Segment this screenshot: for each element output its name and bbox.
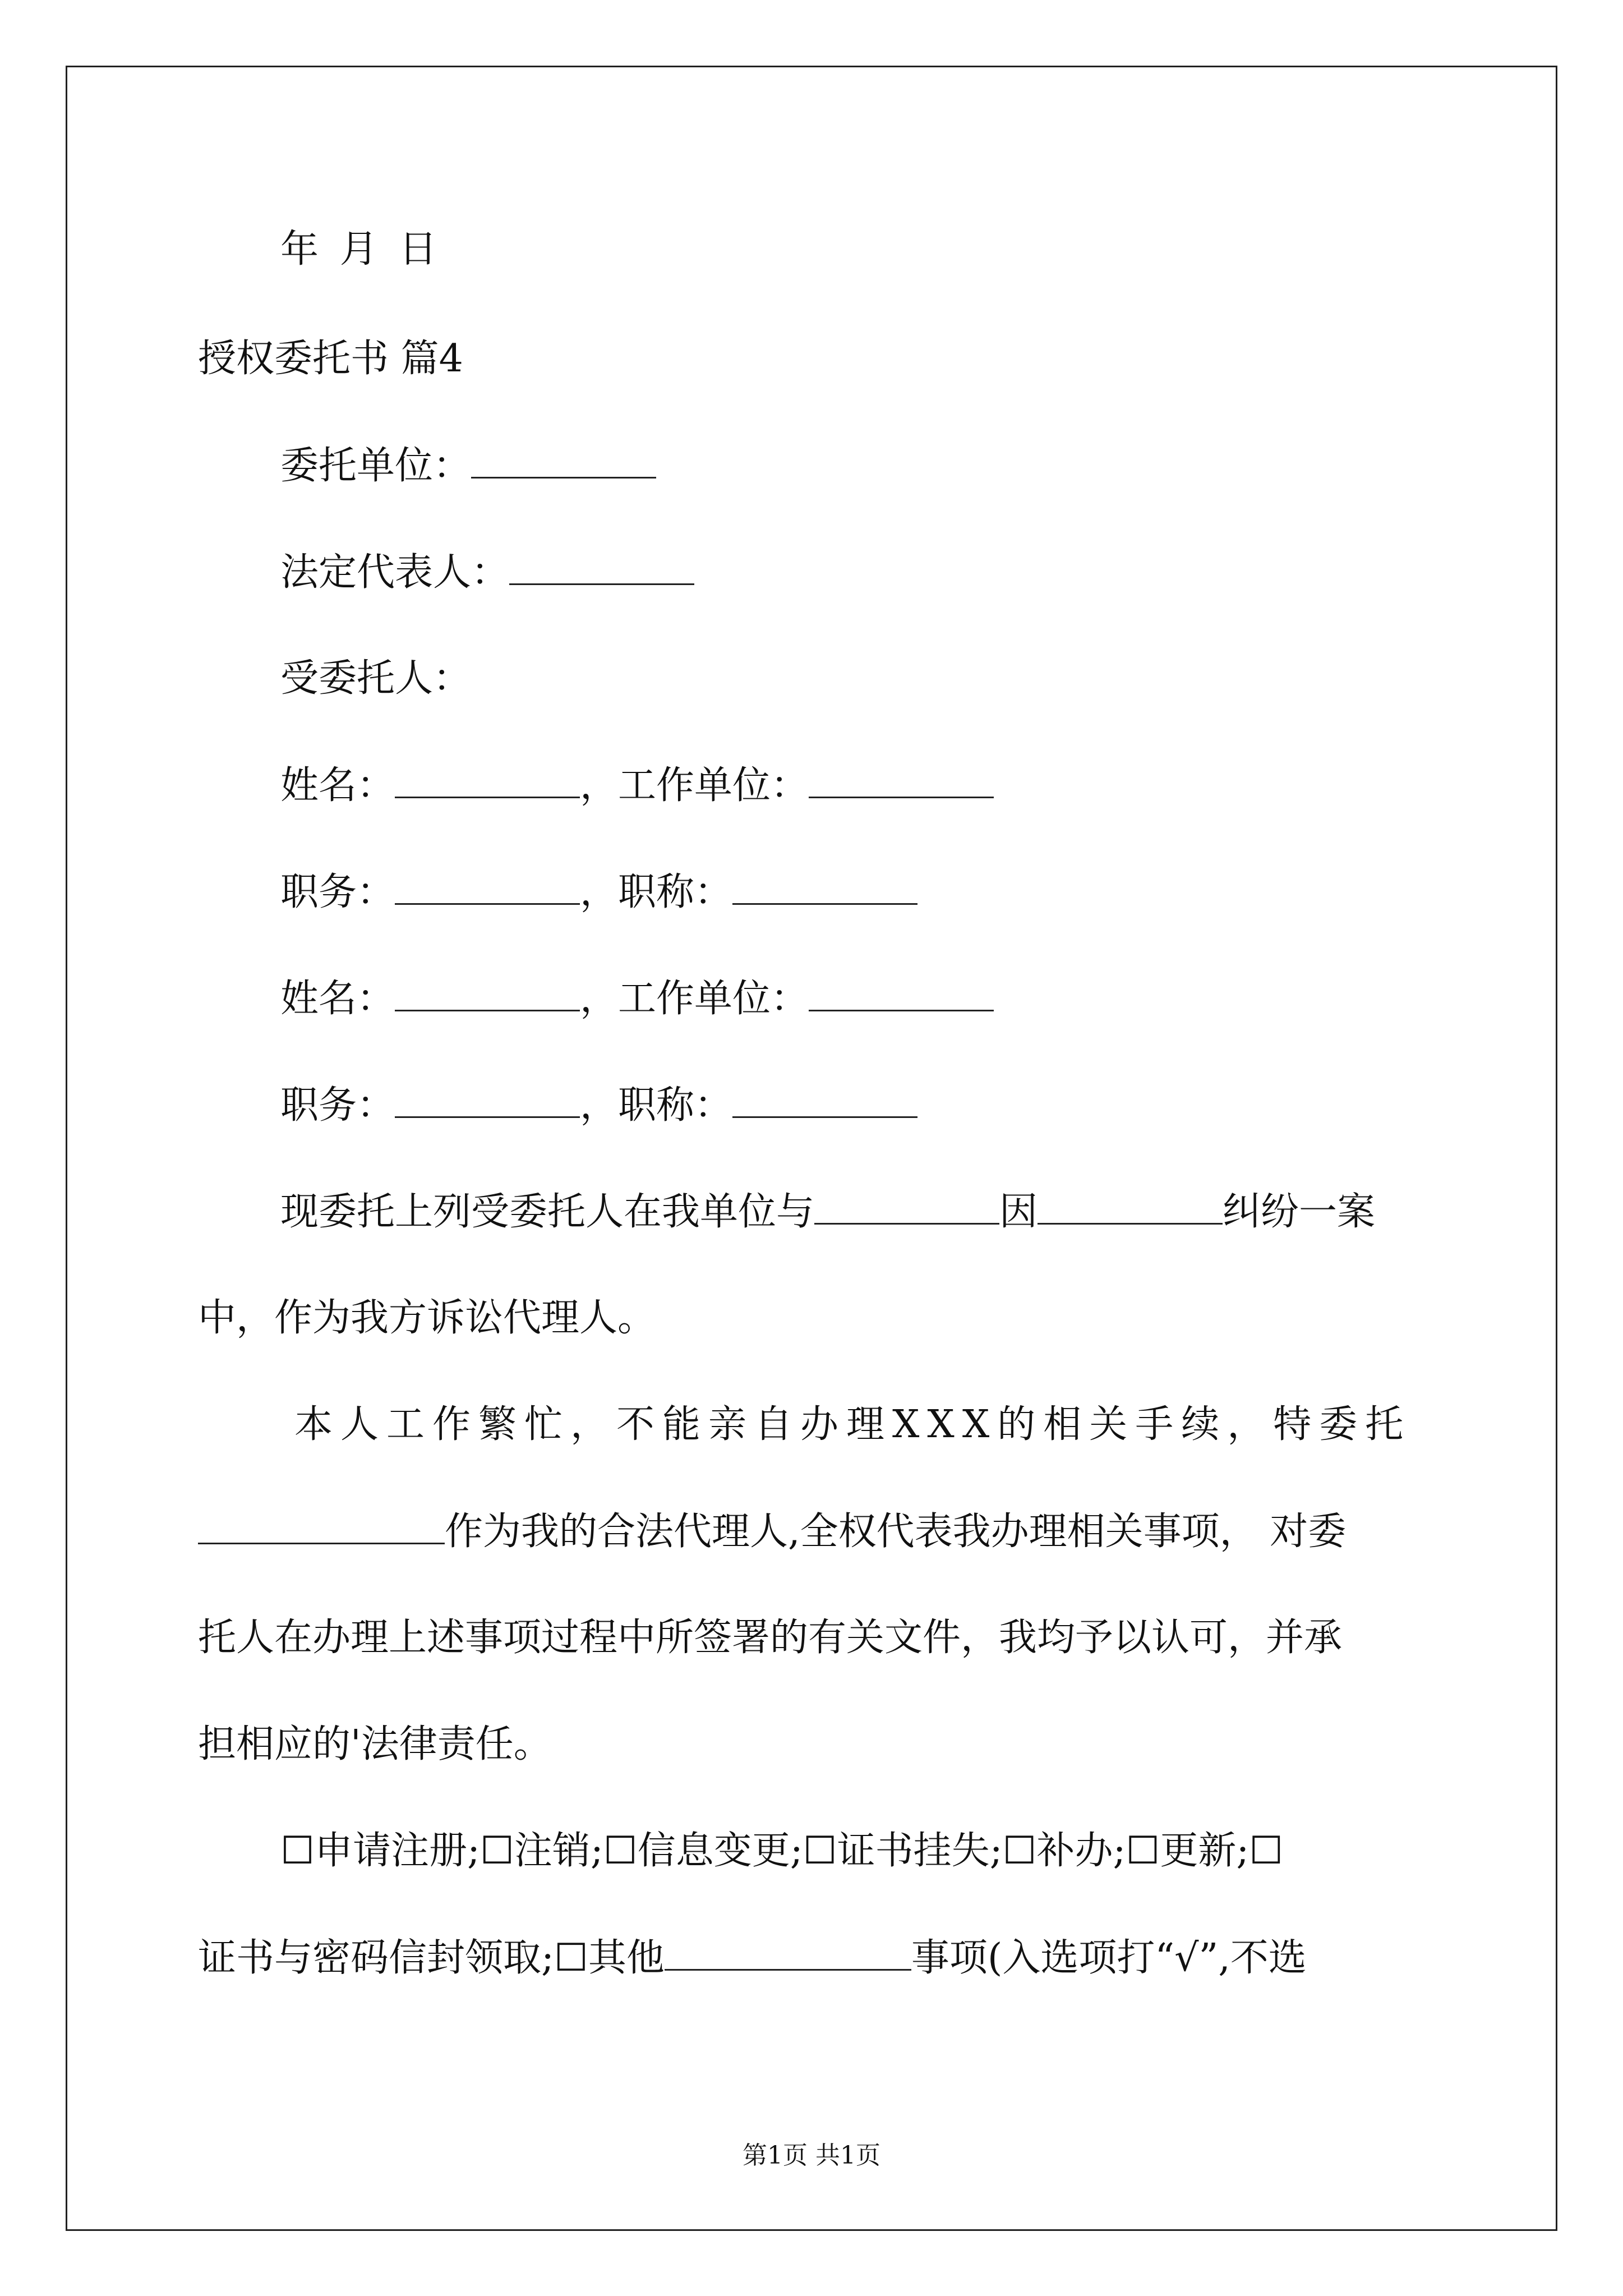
name-blank	[395, 763, 580, 798]
trustee-row	[280, 656, 471, 701]
para2-text-b: 作为我的合法代理人,全权代表我办理相关事项， 对委	[445, 1510, 1347, 1554]
position-label: 职务：	[280, 1083, 395, 1128]
para1-text-d: 中，作为我方诉讼代理人。	[198, 1296, 656, 1340]
position-blank	[395, 1083, 580, 1118]
options-text-1: ☐申请注册;☐注销;☐信息变更;☐证书挂失;☐补办;☐更新;☐	[280, 1829, 1284, 1873]
position-label: 职务：	[280, 870, 395, 914]
title-label: ，职称：	[580, 870, 733, 914]
para2-line1	[294, 1402, 1411, 1447]
trustee-label: 受委托人：	[280, 656, 472, 701]
name-label: 姓名：	[280, 977, 395, 1021]
agent-blank	[198, 1509, 445, 1544]
para2-line4	[198, 1722, 552, 1767]
legal-rep-label: 法定代表人：	[280, 550, 510, 595]
trustee-1-position-row	[280, 869, 917, 915]
legal-rep-blank	[509, 550, 694, 585]
trustee-1-name-row	[280, 763, 994, 808]
page-border	[66, 66, 1557, 2231]
para2-text-c: 托人在办理上述事项过程中所签署的有关文件，我均予以认可，并承	[198, 1616, 1343, 1660]
entrusting-unit-blank	[471, 443, 656, 478]
date-line	[280, 227, 441, 272]
title-label: ，职称：	[580, 1083, 733, 1128]
other-blank	[665, 1935, 911, 1971]
para2-text-d: 担相应的'法律责任。	[198, 1722, 552, 1766]
options-text-2b: 事项(入选项打“√”,不选	[911, 1936, 1307, 1980]
para1-text-b: 因	[999, 1190, 1038, 1234]
reason-blank	[1038, 1189, 1223, 1225]
work-unit-blank	[809, 763, 994, 798]
section-title	[198, 337, 463, 381]
trustee-2-name-row	[280, 976, 994, 1022]
section-title-text: 授权委托书 篇4	[198, 337, 463, 381]
legal-rep-row	[280, 550, 694, 595]
entrusting-unit-label: 委托单位：	[280, 444, 472, 488]
date-text: 年 月 日	[280, 227, 442, 272]
para1-line2	[198, 1296, 656, 1341]
trustee-2-position-row	[280, 1083, 917, 1128]
para2-line2	[198, 1509, 1346, 1554]
title-blank	[732, 869, 917, 905]
para1-line1	[280, 1189, 1375, 1235]
options-line1	[280, 1829, 1283, 1874]
para2-line3	[198, 1616, 1342, 1660]
para1-text-a: 现委托上列受委托人在我单位与	[280, 1190, 815, 1234]
page-footer	[0, 2140, 1623, 2171]
name-blank	[395, 976, 580, 1011]
para1-text-c: 纠纷一案	[1223, 1190, 1376, 1234]
position-blank	[395, 869, 580, 905]
work-unit-label: ，工作单位：	[580, 977, 809, 1021]
options-text-2a: 证书与密码信封领取;☐其他	[198, 1936, 665, 1980]
page-number: 第1页 共1页	[743, 2141, 880, 2170]
work-unit-blank	[809, 976, 994, 1011]
work-unit-label: ，工作单位：	[580, 763, 809, 808]
entrusting-unit-row	[280, 443, 656, 489]
options-line2	[198, 1935, 1307, 1981]
para2-text-a: 本人工作繁忙，不能亲自办理XXX的相关手续，特委托	[294, 1402, 1412, 1447]
name-label: 姓名：	[280, 763, 395, 808]
title-blank	[732, 1083, 917, 1118]
party-blank	[814, 1189, 999, 1225]
